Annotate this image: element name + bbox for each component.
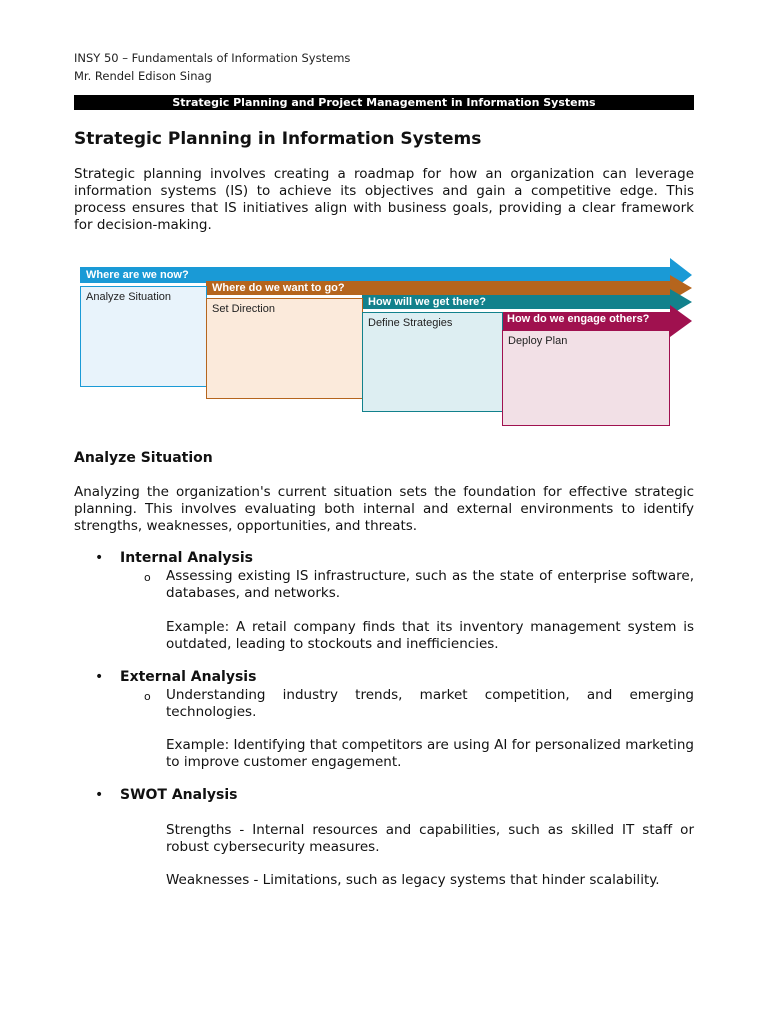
analyze-paragraph: Analyzing the organization's current situation sets the foundation for effective strategic planning. This involves evaluating both internal and external environments to identify strengths, weaknesses, opportunities, and threats.	[74, 484, 694, 534]
intro-paragraph: Strategic planning involves creating a roadmap for how an organization can leverage information systems (IS) to achieve its objectives and gain a competitive edge. This process ensures that IS initiatives align with business goals, providing a clear framework for decision-making.	[74, 166, 694, 233]
external-analysis-text: Understanding industry trends, market competition, and emerging technologies.	[166, 687, 694, 720]
box-define-strategies	[362, 312, 503, 412]
strategic-planning-diagram	[78, 258, 698, 433]
box-set-direction	[206, 298, 363, 399]
swot-strengths: Strengths - Internal resources and capabilities, such as skilled IT staff or robust cybersecurity measures.	[166, 822, 694, 855]
instructor-name: Mr. Rendel Edison Sinag	[74, 69, 212, 83]
step-3-question: How will we get there?	[368, 296, 486, 308]
swot-analysis-label: SWOT Analysis	[120, 787, 238, 803]
box-analyze-label: Analyze Situation	[86, 291, 171, 303]
swot-weaknesses: Weaknesses - Limitations, such as legacy systems that hinder scalability.	[166, 872, 660, 888]
course-title: INSY 50 – Fundamentals of Information Systems	[74, 51, 351, 65]
section-title: Strategic Planning in Information Systems	[74, 129, 482, 149]
analyze-heading: Analyze Situation	[74, 450, 213, 466]
box-direction-label: Set Direction	[212, 303, 275, 315]
internal-analysis-text: Assessing existing IS infrastructure, such as the state of enterprise software, databases, and networks.	[166, 568, 694, 601]
sub-bullet-icon: o	[144, 571, 151, 584]
sub-bullet-icon: o	[144, 690, 151, 703]
bullet-icon: •	[95, 550, 104, 566]
internal-analysis-label: Internal Analysis	[120, 550, 253, 566]
box-strategies-label: Define Strategies	[368, 317, 453, 329]
internal-analysis-example: Example: A retail company finds that its inventory management system is outdated, leading to stockouts and inefficiencies.	[166, 619, 694, 652]
box-deploy-label: Deploy Plan	[508, 335, 568, 347]
external-analysis-example: Example: Identifying that competitors are using AI for personalized marketing to improve customer engagement.	[166, 737, 694, 770]
step-1-question: Where are we now?	[86, 269, 189, 281]
bullet-icon: •	[95, 669, 104, 685]
box-deploy-plan	[502, 330, 670, 426]
external-analysis-label: External Analysis	[120, 669, 257, 685]
box-analyze-situation	[80, 286, 207, 387]
step-2-question: Where do we want to go?	[212, 282, 345, 294]
step-4-question: How do we engage others?	[507, 313, 650, 325]
bullet-icon: •	[95, 787, 104, 803]
topic-banner: Strategic Planning and Project Management in Information Systems	[74, 95, 694, 110]
